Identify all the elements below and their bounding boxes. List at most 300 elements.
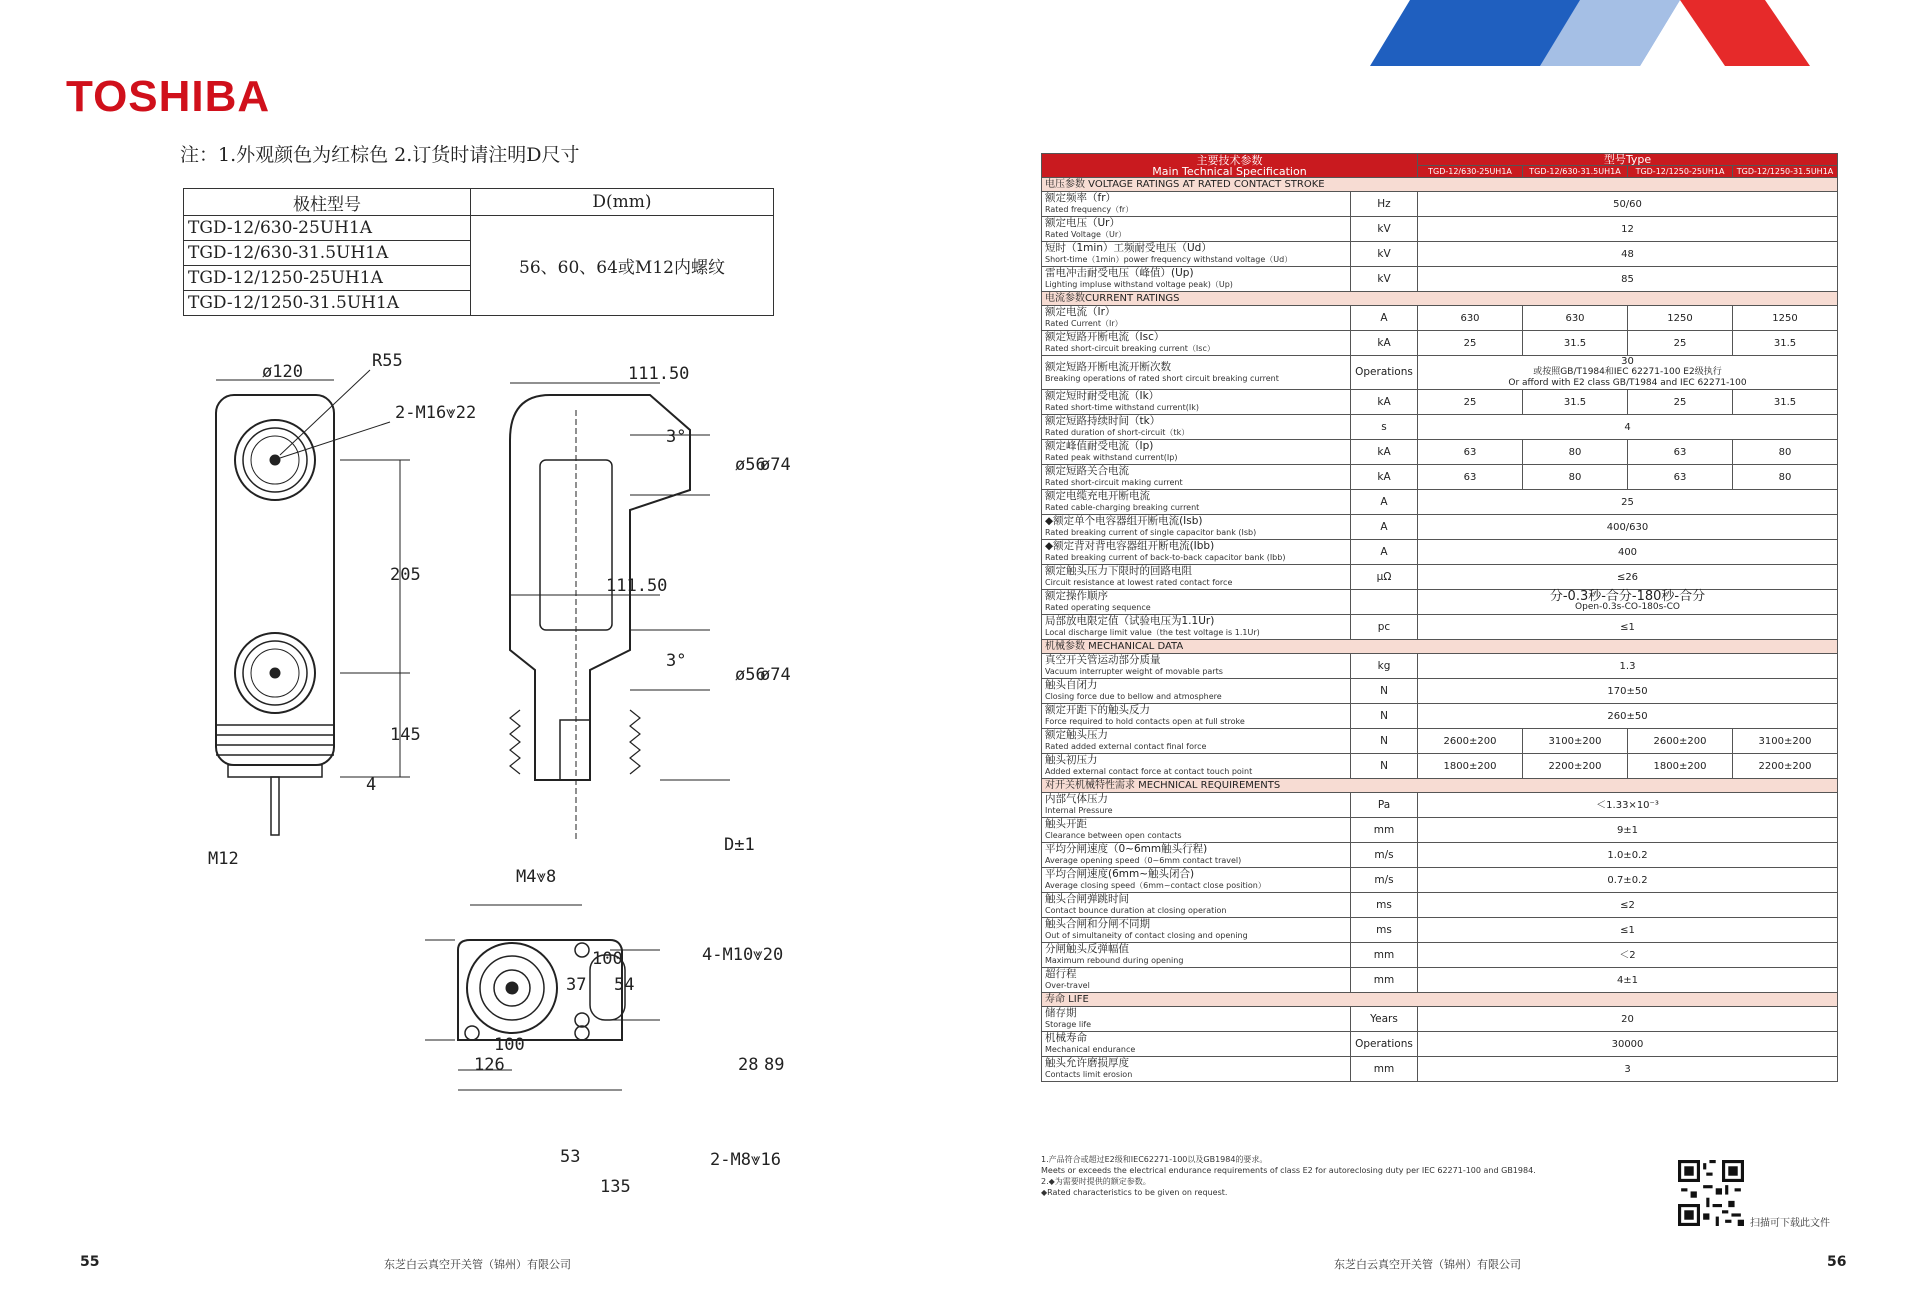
param-unit: Operations	[1351, 1032, 1418, 1057]
param-value	[1418, 1032, 1838, 1057]
param-name	[1042, 615, 1351, 640]
param-name-zh: 触头合闸弹跳时间	[1045, 893, 1129, 905]
param-name	[1042, 1032, 1351, 1057]
spec-row	[1042, 415, 1838, 440]
param-name-en: Rated short-time withstand current(Ik)	[1045, 403, 1199, 412]
param-value-text: 3	[1624, 1063, 1631, 1075]
param-value	[1418, 1057, 1838, 1082]
bottom-view-drawing	[425, 905, 660, 1090]
type-column-label: TGD-12/1250-31.5UH1A	[1733, 166, 1838, 178]
param-unit	[1351, 590, 1418, 615]
param-value-text: 400/630	[1606, 521, 1649, 533]
type-header: 型号Type	[1418, 154, 1838, 166]
section-title: 电流参数CURRENT RATINGS	[1042, 292, 1838, 306]
param-unit: mm	[1351, 1057, 1418, 1082]
param-name-en: Rated short-circuit making current	[1045, 478, 1183, 487]
param-value	[1418, 704, 1838, 729]
param-name	[1042, 217, 1351, 242]
param-name	[1042, 565, 1351, 590]
param-unit: A	[1351, 540, 1418, 565]
param-value	[1418, 679, 1838, 704]
model-cell: TGD-12/630-31.5UH1A	[184, 241, 471, 266]
type-column-label: TGD-12/1250-25UH1A	[1628, 166, 1733, 178]
param-name-en: Breaking operations of rated short circuit breaking current	[1045, 373, 1279, 383]
param-name-zh: 额定电流（Ir）	[1045, 306, 1116, 318]
dim-53: 53	[560, 1147, 581, 1167]
dim-m4: M4⩔8	[516, 867, 557, 887]
dim-54: 54	[614, 975, 635, 995]
spec-table	[1041, 153, 1838, 1082]
param-value: 31.5	[1523, 390, 1628, 415]
param-value	[1418, 843, 1838, 868]
param-name-zh: 储存期	[1045, 1007, 1077, 1019]
col-header-d: D(mm)	[471, 189, 774, 216]
spec-row	[1042, 490, 1838, 515]
param-value-text: 400	[1617, 546, 1638, 558]
param-value-text: 20	[1621, 1013, 1634, 1025]
toshiba-logo: TOSHIBA	[66, 72, 271, 121]
param-name	[1042, 654, 1351, 679]
param-name	[1042, 242, 1351, 267]
param-value-text: 25	[1621, 496, 1634, 508]
param-value-text: 分-0.3秒-合分-180秒-合分	[1549, 589, 1706, 604]
param-name	[1042, 267, 1351, 292]
param-name-en: Average opening speed（0~6mm contact travel)	[1045, 856, 1242, 865]
param-value: 25	[1418, 331, 1523, 356]
spec-row	[1042, 868, 1838, 893]
param-name-zh: 触头合闸和分闸不同期	[1045, 918, 1150, 930]
dim-angle-mid: 3°	[666, 651, 687, 671]
footnotes	[1041, 1154, 1741, 1198]
param-value: 25	[1418, 390, 1523, 415]
param-name-en: Rated cable-charging breaking current	[1045, 503, 1200, 512]
param-value-text: 0.7±0.2	[1607, 874, 1648, 886]
param-name-zh: 额定短路关合电流	[1045, 465, 1129, 477]
param-unit: kA	[1351, 440, 1418, 465]
param-name-zh: 额定短时耐受电流（Ik）	[1045, 390, 1160, 402]
dim-d74-top: ø74	[760, 455, 791, 475]
param-name-zh: 分闸触头反弹幅值	[1045, 943, 1129, 955]
spec-row	[1042, 615, 1838, 640]
param-name-en: Lighting impluse withstand voltage peak)（Up)	[1045, 280, 1233, 289]
page-number-left: 55	[80, 1254, 100, 1270]
param-name	[1042, 390, 1351, 415]
param-name-en: Over-travel	[1045, 981, 1090, 990]
spec-row	[1042, 331, 1838, 356]
param-value	[1418, 490, 1838, 515]
param-name-en: Contacts limit erosion	[1045, 1070, 1133, 1079]
param-unit: N	[1351, 754, 1418, 779]
param-unit: A	[1351, 306, 1418, 331]
param-name-zh: 雷电冲击耐受电压（峰值）(Up)	[1045, 267, 1194, 279]
param-name-zh: 平均合闸速度(6mm~触头闭合)	[1045, 868, 1195, 880]
param-value: 1250	[1628, 306, 1733, 331]
param-name	[1042, 754, 1351, 779]
param-name-zh: 真空开关管运动部分质量	[1045, 654, 1161, 666]
param-name	[1042, 515, 1351, 540]
param-name-en: Contact bounce duration at closing operation	[1045, 906, 1227, 915]
dim-4: 4	[366, 775, 377, 795]
footnote-line: 1.产品符合或超过E2级和IEC62271-100以及GB1984的要求。	[1041, 1155, 1268, 1164]
param-value: 63	[1418, 465, 1523, 490]
dim-28: 28	[738, 1055, 759, 1075]
spec-row	[1042, 818, 1838, 843]
param-value	[1418, 654, 1838, 679]
param-name	[1042, 356, 1351, 390]
param-name-zh: 额定频率（fr）	[1045, 192, 1117, 204]
front-view-drawing	[216, 370, 410, 835]
param-value-text: 9±1	[1616, 824, 1639, 836]
param-name	[1042, 679, 1351, 704]
param-value-text: 170±50	[1607, 685, 1648, 697]
param-value: 1800±200	[1628, 754, 1733, 779]
param-name-zh: 额定峰值耐受电流（Ip)	[1045, 440, 1154, 452]
dim-37: 37	[566, 975, 587, 995]
param-name	[1042, 729, 1351, 754]
spec-row	[1042, 306, 1838, 331]
param-unit: Hz	[1351, 192, 1418, 217]
param-name-en: Circuit resistance at lowest rated contact force	[1045, 578, 1233, 587]
param-value	[1418, 356, 1838, 390]
param-value	[1418, 615, 1838, 640]
model-cell: TGD-12/630-25UH1A	[184, 216, 471, 241]
section-title: 机械参数 MECHANICAL DATA	[1042, 640, 1838, 654]
param-name-zh: 额定操作顺序	[1045, 590, 1108, 602]
param-unit: kg	[1351, 654, 1418, 679]
param-name-en: Force required to hold contacts open at full stroke	[1045, 717, 1245, 726]
company-name-left: 东芝白云真空开关管（锦州）有限公司	[384, 1258, 571, 1271]
param-value	[1418, 267, 1838, 292]
spec-row	[1042, 217, 1838, 242]
param-name-en: Average closing speed（6mm~contact close position）	[1045, 881, 1266, 890]
dim-angle-top: 3°	[666, 427, 687, 447]
param-name	[1042, 868, 1351, 893]
param-value	[1418, 540, 1838, 565]
param-name	[1042, 306, 1351, 331]
spec-row	[1042, 679, 1838, 704]
param-value	[1418, 515, 1838, 540]
dim-135: 135	[600, 1177, 631, 1197]
param-name-zh: 额定触头压力下限时的回路电阻	[1045, 565, 1192, 577]
param-value	[1418, 565, 1838, 590]
model-cell: TGD-12/1250-25UH1A	[184, 266, 471, 291]
param-value	[1418, 1007, 1838, 1032]
param-unit: mm	[1351, 943, 1418, 968]
page-number-right: 56	[1827, 1254, 1847, 1270]
param-name	[1042, 943, 1351, 968]
spec-row	[1042, 704, 1838, 729]
param-name-zh: 额定短路开断电流（Isc）	[1045, 331, 1165, 343]
param-value-text: 48	[1621, 248, 1634, 260]
param-name-zh: 内部气体压力	[1045, 793, 1108, 805]
param-value	[1418, 793, 1838, 818]
param-name-en: Added external contact force at contact touch point	[1045, 767, 1253, 776]
param-value-text: 4±1	[1616, 974, 1639, 986]
param-value	[1418, 217, 1838, 242]
param-name-en: Short-time（1min）power frequency withstand voltage（Ud）	[1045, 255, 1293, 264]
param-value: 2200±200	[1733, 754, 1838, 779]
param-value: 63	[1628, 440, 1733, 465]
spec-row	[1042, 565, 1838, 590]
dim-m12: M12	[208, 849, 239, 869]
param-value: 2600±200	[1628, 729, 1733, 754]
type-column-label: TGD-12/630-31.5UH1A	[1523, 166, 1628, 178]
param-value-text: 85	[1621, 273, 1634, 285]
spec-row	[1042, 465, 1838, 490]
param-value-text: 1.0±0.2	[1607, 849, 1648, 861]
param-value: 3100±200	[1523, 729, 1628, 754]
param-name	[1042, 843, 1351, 868]
param-value	[1418, 918, 1838, 943]
dim-d-tolerance: D±1	[724, 835, 755, 855]
param-name-en: Rated short-circuit breaking current（Isc）	[1045, 344, 1215, 353]
spec-row	[1042, 893, 1838, 918]
param-name	[1042, 192, 1351, 217]
d-value-cell: 56、60、64或M12内螺纹	[471, 216, 774, 316]
param-unit: m/s	[1351, 868, 1418, 893]
param-name-zh: 触头自闭力	[1045, 679, 1098, 691]
company-name-right: 东芝白云真空开关管（锦州）有限公司	[1334, 1258, 1521, 1271]
spec-row	[1042, 242, 1838, 267]
param-unit: Years	[1351, 1007, 1418, 1032]
param-value	[1418, 192, 1838, 217]
param-name	[1042, 415, 1351, 440]
param-name	[1042, 465, 1351, 490]
param-name-en: Rated Current（Ir）	[1045, 319, 1123, 328]
spec-row	[1042, 540, 1838, 565]
param-name-en: Rated operating sequence	[1045, 603, 1151, 612]
param-name-en: Rated frequency（fr）	[1045, 205, 1134, 214]
spec-row	[1042, 267, 1838, 292]
footnote-line: Meets or exceeds the electrical endurance requirements of class E2 for autoreclosing duty per IEC 62271-100 and GB1984.	[1041, 1166, 1536, 1175]
param-name-en: Vacuum interrupter weight of movable parts	[1045, 667, 1223, 676]
qr-label: 扫描可下载此文件	[1750, 1218, 1830, 1229]
param-value: 25	[1628, 390, 1733, 415]
dim-100-side: 100	[494, 1035, 525, 1055]
param-value: 80	[1733, 465, 1838, 490]
param-value: 63	[1628, 465, 1733, 490]
dim-d56-top: ø56	[735, 455, 766, 475]
param-value	[1418, 868, 1838, 893]
param-unit: kA	[1351, 331, 1418, 356]
param-name	[1042, 968, 1351, 993]
param-value: 63	[1418, 440, 1523, 465]
param-value-note: 或按照GB/T1984和IEC 62271-100 E2级执行	[1533, 367, 1722, 377]
spec-row	[1042, 1032, 1838, 1057]
param-name	[1042, 590, 1351, 615]
param-unit: pc	[1351, 615, 1418, 640]
dim-d56-mid: ø56	[735, 665, 766, 685]
footnote-line: ◆Rated characteristics to be given on request.	[1041, 1188, 1228, 1197]
spec-row	[1042, 1057, 1838, 1082]
section-title: 电压参数 VOLTAGE RATINGS AT RATED CONTACT STROKE	[1042, 178, 1838, 192]
param-value: 25	[1628, 331, 1733, 356]
header-stripe-decoration	[1370, 0, 1920, 66]
param-name-zh: 额定电缆充电开断电流	[1045, 490, 1150, 502]
spec-row	[1042, 356, 1838, 390]
param-value-text: ＜1.33×10⁻³	[1596, 799, 1659, 811]
param-name-zh: 额定电压（Ur）	[1045, 217, 1121, 229]
param-name-zh: 额定开距下的触头反力	[1045, 704, 1150, 716]
spec-row	[1042, 793, 1838, 818]
param-value	[1418, 818, 1838, 843]
param-unit: N	[1351, 679, 1418, 704]
param-unit: m/s	[1351, 843, 1418, 868]
param-name	[1042, 918, 1351, 943]
param-value: 1800±200	[1418, 754, 1523, 779]
param-name	[1042, 818, 1351, 843]
param-unit: kA	[1351, 465, 1418, 490]
param-value: 1250	[1733, 306, 1838, 331]
param-name-zh: ◆额定背对背电容器组开断电流(Ibb)	[1045, 540, 1215, 552]
spec-row	[1042, 440, 1838, 465]
param-name-en: Clearance between open contacts	[1045, 831, 1182, 840]
param-value	[1418, 590, 1838, 615]
spec-row	[1042, 754, 1838, 779]
param-value-text: 260±50	[1607, 710, 1648, 722]
spec-row	[1042, 192, 1838, 217]
param-value-text: ≤1	[1620, 924, 1635, 936]
dim-126: 126	[474, 1055, 505, 1075]
spec-row	[1042, 918, 1838, 943]
param-name-zh: 机械寿命	[1045, 1032, 1087, 1044]
param-name-en: Rated breaking current of back-to-back capacitor bank (Ibb)	[1045, 553, 1286, 562]
param-value-text: 4	[1624, 421, 1631, 433]
dim-m10: 4-M10⩔20	[702, 945, 784, 965]
param-unit: mm	[1351, 968, 1418, 993]
param-name-en: Rated added external contact final force	[1045, 742, 1207, 751]
side-view-drawing	[510, 383, 730, 840]
dim-111-50-top: 111.50	[628, 364, 690, 384]
param-value: 3100±200	[1733, 729, 1838, 754]
spec-row	[1042, 654, 1838, 679]
spec-row	[1042, 390, 1838, 415]
section-title: 对开关机械特性需求 MECHNICAL REQUIREMENTS	[1042, 779, 1838, 793]
param-value: 31.5	[1523, 331, 1628, 356]
param-name-en: Internal Pressure	[1045, 806, 1113, 815]
spec-row	[1042, 729, 1838, 754]
param-value: 80	[1523, 440, 1628, 465]
type-column-label: TGD-12/630-25UH1A	[1418, 166, 1523, 178]
dim-r55: R55	[372, 351, 403, 371]
param-value: 630	[1418, 306, 1523, 331]
spec-row	[1042, 590, 1838, 615]
param-value	[1418, 943, 1838, 968]
technical-drawing	[190, 350, 810, 1210]
order-note: 注：1.外观颜色为红棕色 2.订货时请注明D尺寸	[180, 144, 580, 166]
param-unit: kV	[1351, 267, 1418, 292]
footnote-line: 2.◆为需要时提供的额定参数。	[1041, 1177, 1151, 1186]
param-unit: Operations	[1351, 356, 1418, 390]
param-unit: ms	[1351, 893, 1418, 918]
param-name-zh: 触头开距	[1045, 818, 1087, 830]
param-value	[1418, 893, 1838, 918]
param-name-en: Rated breaking current of single capacitor bank (Isb)	[1045, 528, 1257, 537]
col-header-model: 极柱型号	[184, 189, 471, 216]
param-value-text: 30000	[1611, 1038, 1644, 1050]
param-name-en: Storage life	[1045, 1020, 1092, 1029]
param-value: 31.5	[1733, 331, 1838, 356]
param-value: 31.5	[1733, 390, 1838, 415]
param-value	[1418, 968, 1838, 993]
spec-row	[1042, 1007, 1838, 1032]
spec-row	[1042, 515, 1838, 540]
param-value: 2600±200	[1418, 729, 1523, 754]
pole-dimension-table	[183, 188, 774, 316]
param-unit: s	[1351, 415, 1418, 440]
param-value: 80	[1523, 465, 1628, 490]
param-name	[1042, 440, 1351, 465]
param-name	[1042, 704, 1351, 729]
dim-d74-mid: ø74	[760, 665, 791, 685]
param-value	[1418, 415, 1838, 440]
param-name-en: Mechanical endurance	[1045, 1045, 1136, 1054]
param-name-zh: 局部放电限定值（试验电压为1.1Ur)	[1045, 615, 1215, 627]
dim-111-50-mid: 111.50	[606, 576, 668, 596]
param-value-text: 1.3	[1619, 660, 1636, 672]
param-value-text: ≤2	[1620, 899, 1635, 911]
param-unit: ms	[1351, 918, 1418, 943]
param-value: 630	[1523, 306, 1628, 331]
param-unit: mm	[1351, 818, 1418, 843]
param-unit: A	[1351, 515, 1418, 540]
param-name	[1042, 490, 1351, 515]
param-name-zh: 触头初压力	[1045, 754, 1098, 766]
dim-205: 205	[390, 565, 421, 585]
param-value-text: ＜2	[1619, 949, 1636, 961]
dim-m8: 2-M8⩔16	[710, 1150, 781, 1170]
spec-row	[1042, 843, 1838, 868]
param-name-zh: 额定触头压力	[1045, 729, 1108, 741]
dim-145: 145	[390, 725, 421, 745]
param-unit: A	[1351, 490, 1418, 515]
param-name-en: Maximum rebound during opening	[1045, 956, 1184, 965]
param-value-text: 12	[1621, 223, 1634, 235]
param-name-zh: 超行程	[1045, 968, 1077, 980]
param-value-text: ≤26	[1616, 571, 1639, 583]
param-name	[1042, 793, 1351, 818]
param-name-en: Out of simultaneity of contact closing and opening	[1045, 931, 1248, 940]
spec-title-zh: 主要技术参数	[1196, 153, 1263, 167]
param-value-note: Open-0.3s-CO-180s-CO	[1575, 602, 1680, 612]
param-name-en: Rated peak withstand current(Ip)	[1045, 453, 1178, 462]
spec-header-title	[1042, 154, 1418, 178]
spec-title-en: Main Technical Specification	[1152, 164, 1307, 178]
spec-row	[1042, 943, 1838, 968]
param-name-zh: 短时（1min）工频耐受电压（Ud）	[1045, 242, 1212, 254]
section-title: 寿命 LIFE	[1042, 993, 1838, 1007]
param-name-en: Local discharge limit value（the test voltage is 1.1Ur)	[1045, 628, 1260, 637]
param-name-zh: ◆额定单个电容器组开断电流(Isb)	[1045, 515, 1203, 527]
param-value: 80	[1733, 440, 1838, 465]
param-name-zh: 平均分闸速度（0~6mm触头行程)	[1045, 843, 1208, 855]
dim-100-top: 100	[592, 949, 623, 969]
model-cell: TGD-12/1250-31.5UH1A	[184, 291, 471, 316]
param-unit: kA	[1351, 390, 1418, 415]
dim-89: 89	[764, 1055, 785, 1075]
param-unit: kV	[1351, 217, 1418, 242]
param-value: 2200±200	[1523, 754, 1628, 779]
param-value-text: ≤1	[1620, 621, 1635, 633]
qr-code-icon[interactable]	[1678, 1160, 1744, 1226]
param-name-en: Closing force due to bellow and atmosphere	[1045, 692, 1222, 701]
param-value-text: 30	[1621, 356, 1634, 367]
param-value	[1418, 242, 1838, 267]
param-name	[1042, 540, 1351, 565]
param-unit: Pa	[1351, 793, 1418, 818]
param-unit: N	[1351, 704, 1418, 729]
param-unit: kV	[1351, 242, 1418, 267]
